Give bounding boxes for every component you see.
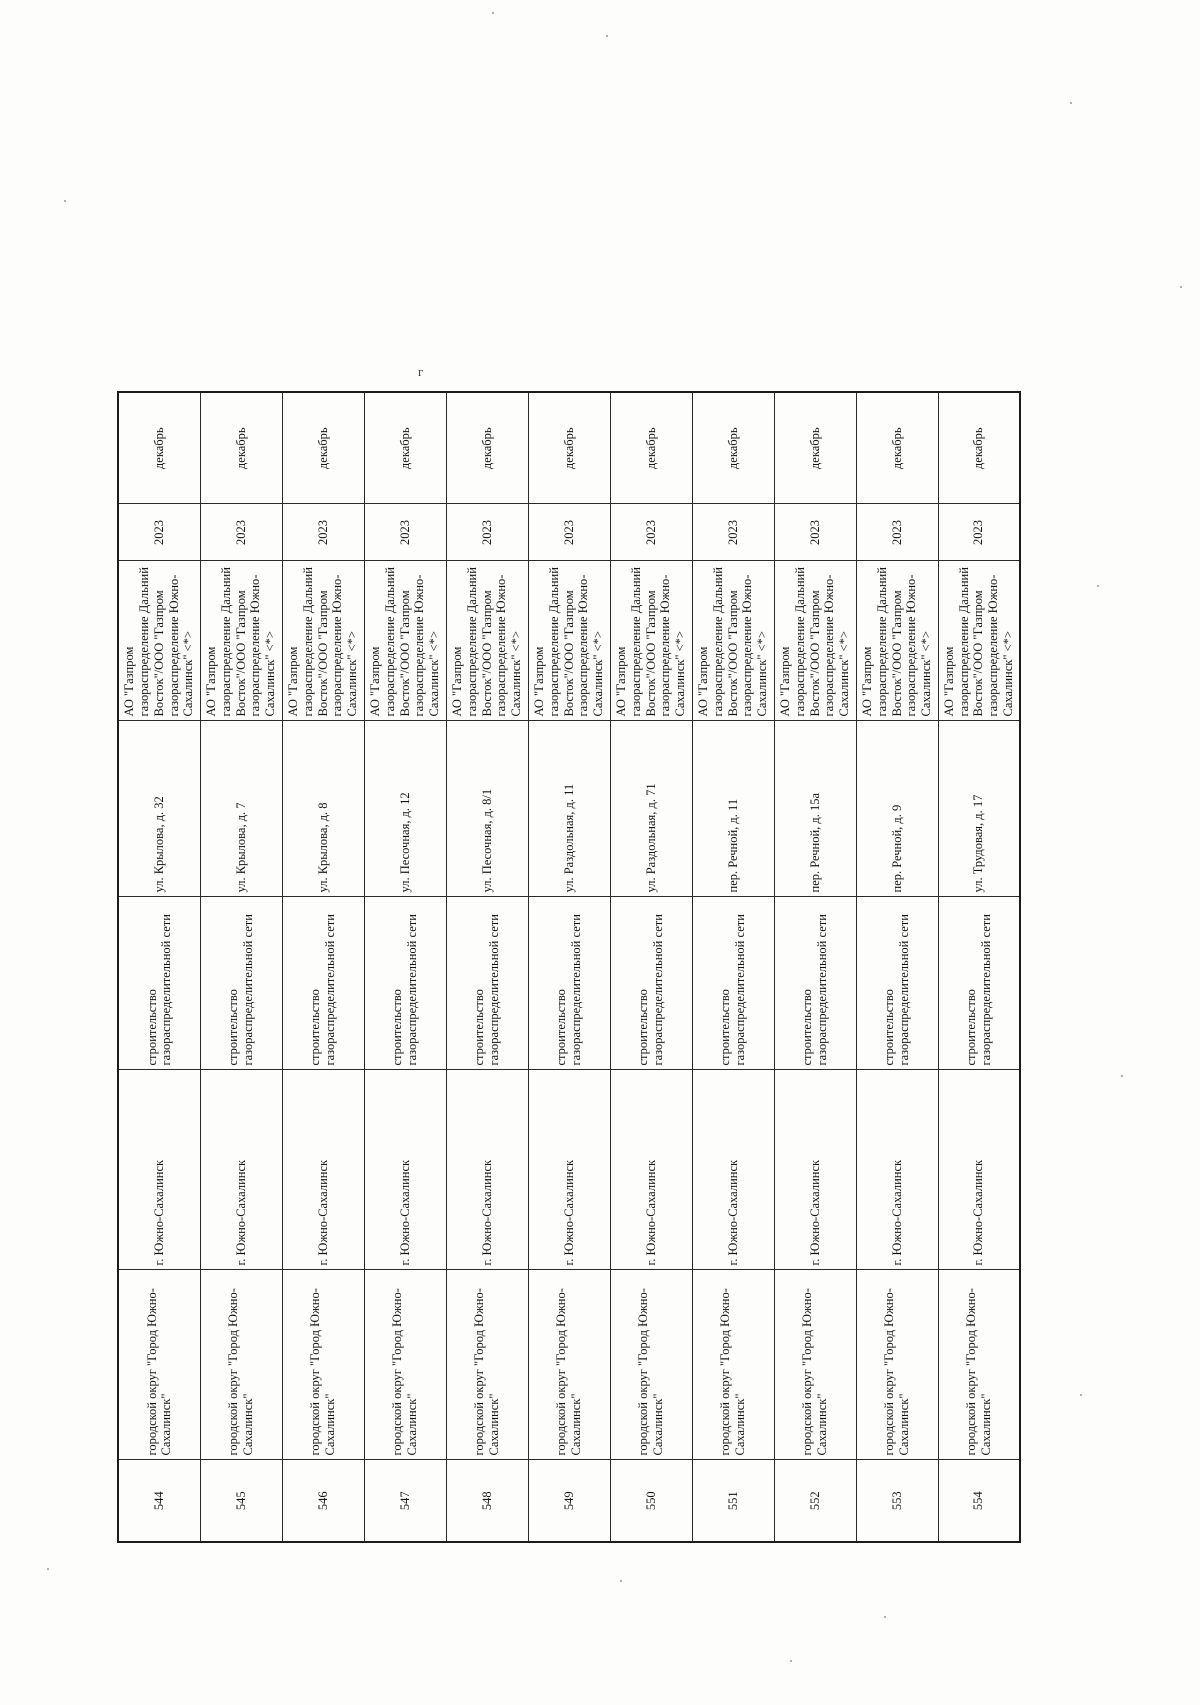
work-type-cell: строительство газораспределительной сети (856, 897, 938, 1070)
table-row (282, 392, 364, 1542)
work-type-cell: строительство газораспределительной сети (282, 897, 364, 1070)
table-row (200, 392, 282, 1542)
page-mark: г (418, 364, 424, 379)
work-type-cell: строительство газораспределительной сети (528, 897, 610, 1070)
organization-cell: АО "Газпром газораспределение Дальний Восток"/ООО "Газпром газораспределение Южно-Сахалинск" <*> (282, 561, 364, 721)
settlement-cell: г. Южно-Сахалинск (610, 1070, 692, 1270)
year-cell: 2023 (692, 504, 774, 561)
organization-cell: АО "Газпром газораспределение Дальний Восток"/ООО "Газпром газораспределение Южно-Сахалинск" <*> (528, 561, 610, 721)
table-row (364, 392, 446, 1542)
work-type-cell: строительство газораспределительной сети (364, 897, 446, 1070)
month-cell: декабрь (282, 392, 364, 504)
address-cell: ул. Раздольная, д. 71 (610, 721, 692, 897)
row-number: 553 (856, 1460, 938, 1542)
organization-cell: АО "Газпром газораспределение Дальний Восток"/ООО "Газпром газораспределение Южно-Сахалинск" <*> (610, 561, 692, 721)
scan-speck (620, 1580, 622, 1582)
address-cell: ул. Крылова, д. 8 (282, 721, 364, 897)
organization-cell: АО "Газпром газораспределение Дальний Восток"/ООО "Газпром газораспределение Южно-Сахалинск" <*> (938, 561, 1020, 721)
scan-speck (606, 35, 608, 37)
year-cell: 2023 (282, 504, 364, 561)
address-cell: ул. Песочная, д. 12 (364, 721, 446, 897)
scan-speck (64, 200, 66, 202)
year-cell: 2023 (938, 504, 1020, 561)
month-cell: декабрь (856, 392, 938, 504)
registry-table (117, 391, 1021, 1543)
municipality-cell: городской округ "Город Южно-Сахалинск" (364, 1270, 446, 1460)
row-number: 548 (446, 1460, 528, 1542)
table-row (610, 392, 692, 1542)
organization-cell: АО "Газпром газораспределение Дальний Восток"/ООО "Газпром газораспределение Южно-Сахалинск" <*> (200, 561, 282, 721)
work-type-cell: строительство газораспределительной сети (692, 897, 774, 1070)
address-cell: пер. Речной, д. 15а (774, 721, 856, 897)
work-type-cell: строительство газораспределительной сети (774, 897, 856, 1070)
municipality-cell: городской округ "Город Южно-Сахалинск" (774, 1270, 856, 1460)
municipality-cell: городской округ "Город Южно-Сахалинск" (610, 1270, 692, 1460)
scan-speck (1097, 585, 1099, 587)
municipality-cell: городской округ "Город Южно-Сахалинск" (282, 1270, 364, 1460)
table-row (856, 392, 938, 1542)
settlement-cell: г. Южно-Сахалинск (774, 1070, 856, 1270)
registry-table-frame (117, 393, 1019, 1543)
organization-cell: АО "Газпром газораспределение Дальний Восток"/ООО "Газпром газораспределение Южно-Сахалинск" <*> (774, 561, 856, 721)
work-type-cell: строительство газораспределительной сети (200, 897, 282, 1070)
address-cell: ул. Раздольная, д. 11 (528, 721, 610, 897)
settlement-cell: г. Южно-Сахалинск (200, 1070, 282, 1270)
table-row (118, 392, 200, 1542)
municipality-cell: городской округ "Город Южно-Сахалинск" (938, 1270, 1020, 1460)
table-row (692, 392, 774, 1542)
month-cell: декабрь (446, 392, 528, 504)
row-number: 544 (118, 1460, 200, 1542)
year-cell: 2023 (446, 504, 528, 561)
scan-speck (790, 1660, 792, 1662)
table-row (528, 392, 610, 1542)
address-cell: ул. Трудовая, д. 17 (938, 721, 1020, 897)
settlement-cell: г. Южно-Сахалинск (528, 1070, 610, 1270)
month-cell: декабрь (118, 392, 200, 504)
row-number: 547 (364, 1460, 446, 1542)
municipality-cell: городской округ "Город Южно-Сахалинск" (200, 1270, 282, 1460)
scan-speck (492, 12, 494, 14)
year-cell: 2023 (610, 504, 692, 561)
work-type-cell: строительство газораспределительной сети (118, 897, 200, 1070)
settlement-cell: г. Южно-Сахалинск (364, 1070, 446, 1270)
year-cell: 2023 (774, 504, 856, 561)
month-cell: декабрь (938, 392, 1020, 504)
month-cell: декабрь (364, 392, 446, 504)
year-cell: 2023 (118, 504, 200, 561)
address-cell: пер. Речной, д. 9 (856, 721, 938, 897)
month-cell: декабрь (692, 392, 774, 504)
month-cell: декабрь (774, 392, 856, 504)
year-cell: 2023 (200, 504, 282, 561)
settlement-cell: г. Южно-Сахалинск (856, 1070, 938, 1270)
settlement-cell: г. Южно-Сахалинск (118, 1070, 200, 1270)
work-type-cell: строительство газораспределительной сети (610, 897, 692, 1070)
table-row (774, 392, 856, 1542)
row-number: 545 (200, 1460, 282, 1542)
organization-cell: АО "Газпром газораспределение Дальний Восток"/ООО "Газпром газораспределение Южно-Сахалинск" <*> (364, 561, 446, 721)
settlement-cell: г. Южно-Сахалинск (692, 1070, 774, 1270)
municipality-cell: городской округ "Город Южно-Сахалинск" (446, 1270, 528, 1460)
municipality-cell: городской округ "Город Южно-Сахалинск" (528, 1270, 610, 1460)
row-number: 549 (528, 1460, 610, 1542)
municipality-cell: городской округ "Город Южно-Сахалинск" (692, 1270, 774, 1460)
settlement-cell: г. Южно-Сахалинск (446, 1070, 528, 1270)
year-cell: 2023 (528, 504, 610, 561)
work-type-cell: строительство газораспределительной сети (446, 897, 528, 1070)
address-cell: ул. Крылова, д. 7 (200, 721, 282, 897)
row-number: 546 (282, 1460, 364, 1542)
work-type-cell: строительство газораспределительной сети (938, 897, 1020, 1070)
scan-speck (1070, 102, 1072, 104)
scan-speck (1121, 1075, 1123, 1077)
row-number: 551 (692, 1460, 774, 1542)
address-cell: ул. Крылова, д. 32 (118, 721, 200, 897)
scan-speck (47, 1568, 49, 1570)
table-row (446, 392, 528, 1542)
municipality-cell: городской округ "Город Южно-Сахалинск" (118, 1270, 200, 1460)
row-number: 550 (610, 1460, 692, 1542)
municipality-cell: городской округ "Город Южно-Сахалинск" (856, 1270, 938, 1460)
month-cell: декабрь (528, 392, 610, 504)
year-cell: 2023 (364, 504, 446, 561)
organization-cell: АО "Газпром газораспределение Дальний Восток"/ООО "Газпром газораспределение Южно-Сахалинск" <*> (692, 561, 774, 721)
row-number: 552 (774, 1460, 856, 1542)
table-row (938, 392, 1020, 1542)
organization-cell: АО "Газпром газораспределение Дальний Восток"/ООО "Газпром газораспределение Южно-Сахалинск" <*> (856, 561, 938, 721)
address-cell: пер. Речной, д. 11 (692, 721, 774, 897)
scan-speck (1180, 286, 1182, 288)
scan-speck (1080, 1394, 1082, 1396)
registry-table-body (118, 392, 1020, 1542)
scan-speck (884, 1616, 886, 1618)
month-cell: декабрь (610, 392, 692, 504)
row-number: 554 (938, 1460, 1020, 1542)
month-cell: декабрь (200, 392, 282, 504)
settlement-cell: г. Южно-Сахалинск (938, 1070, 1020, 1270)
address-cell: ул. Песочная, д. 8/1 (446, 721, 528, 897)
organization-cell: АО "Газпром газораспределение Дальний Восток"/ООО "Газпром газораспределение Южно-Сахалинск" <*> (118, 561, 200, 721)
year-cell: 2023 (856, 504, 938, 561)
settlement-cell: г. Южно-Сахалинск (282, 1070, 364, 1270)
organization-cell: АО "Газпром газораспределение Дальний Восток"/ООО "Газпром газораспределение Южно-Сахалинск" <*> (446, 561, 528, 721)
